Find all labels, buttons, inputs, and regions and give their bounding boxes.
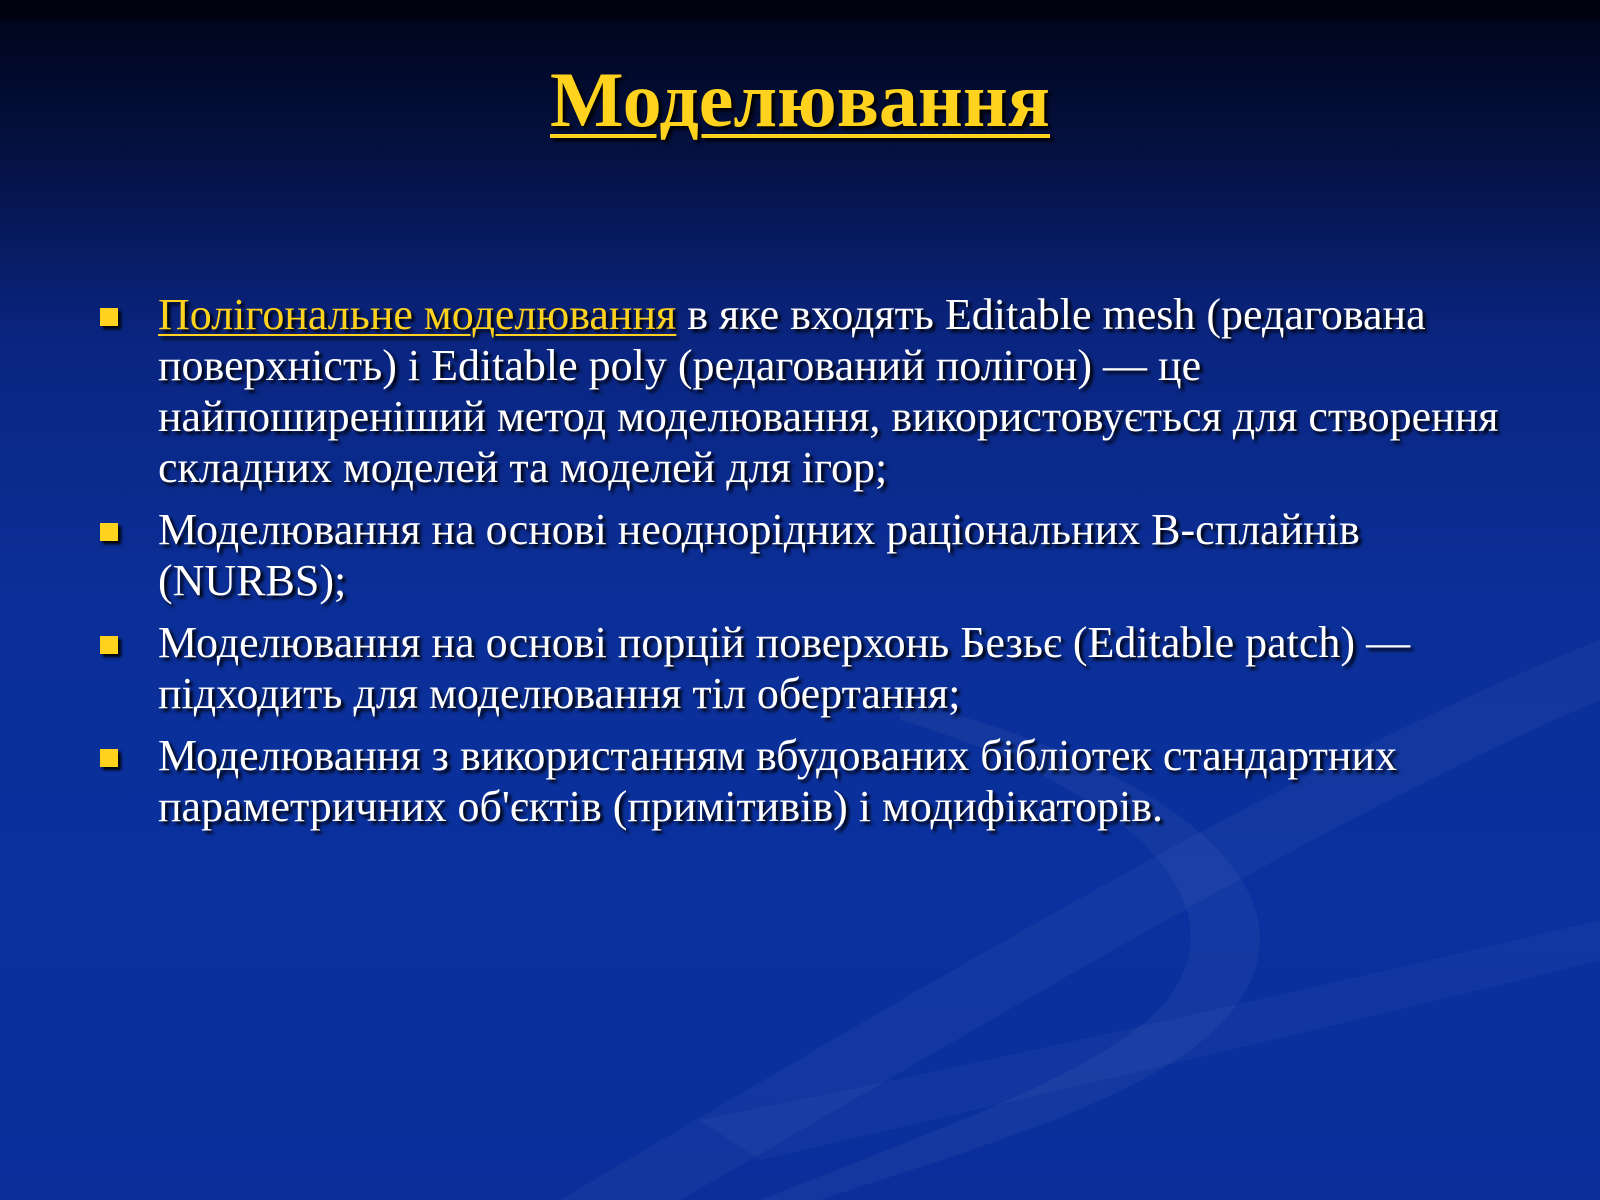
bullet-text: в яке входять Editable mesh (редагована поверхність) і Editable poly (редагований полігон) — це найпоширеніший метод моделювання, використовується для створення складних моделей та моделей для ігор; (158, 290, 1499, 492)
bullet-item (100, 617, 1500, 719)
square-bullet-icon (100, 308, 118, 326)
slide-title: Моделювання (550, 56, 1050, 143)
bullet-item (100, 730, 1500, 832)
bullet-text: Моделювання з використанням вбудованих бібліотек стандартних параметричних об'єктів (примітивів) і модифікаторів. (158, 731, 1397, 831)
bullet-list (100, 289, 1500, 843)
bullet-text: Моделювання на основі неоднорідних раціональних B-сплайнів (NURBS); (158, 505, 1360, 605)
bullet-item (100, 289, 1500, 493)
top-band (0, 0, 1600, 20)
square-bullet-icon (100, 749, 118, 767)
bullet-item (100, 504, 1500, 606)
square-bullet-icon (100, 523, 118, 541)
polygonal-modeling-link[interactable]: Полігональне моделювання (158, 290, 677, 339)
square-bullet-icon (100, 636, 118, 654)
bullet-text: Моделювання на основі порцій поверхонь Безьє (Editable patch) — підходить для моделювання тіл обертання; (158, 618, 1411, 718)
